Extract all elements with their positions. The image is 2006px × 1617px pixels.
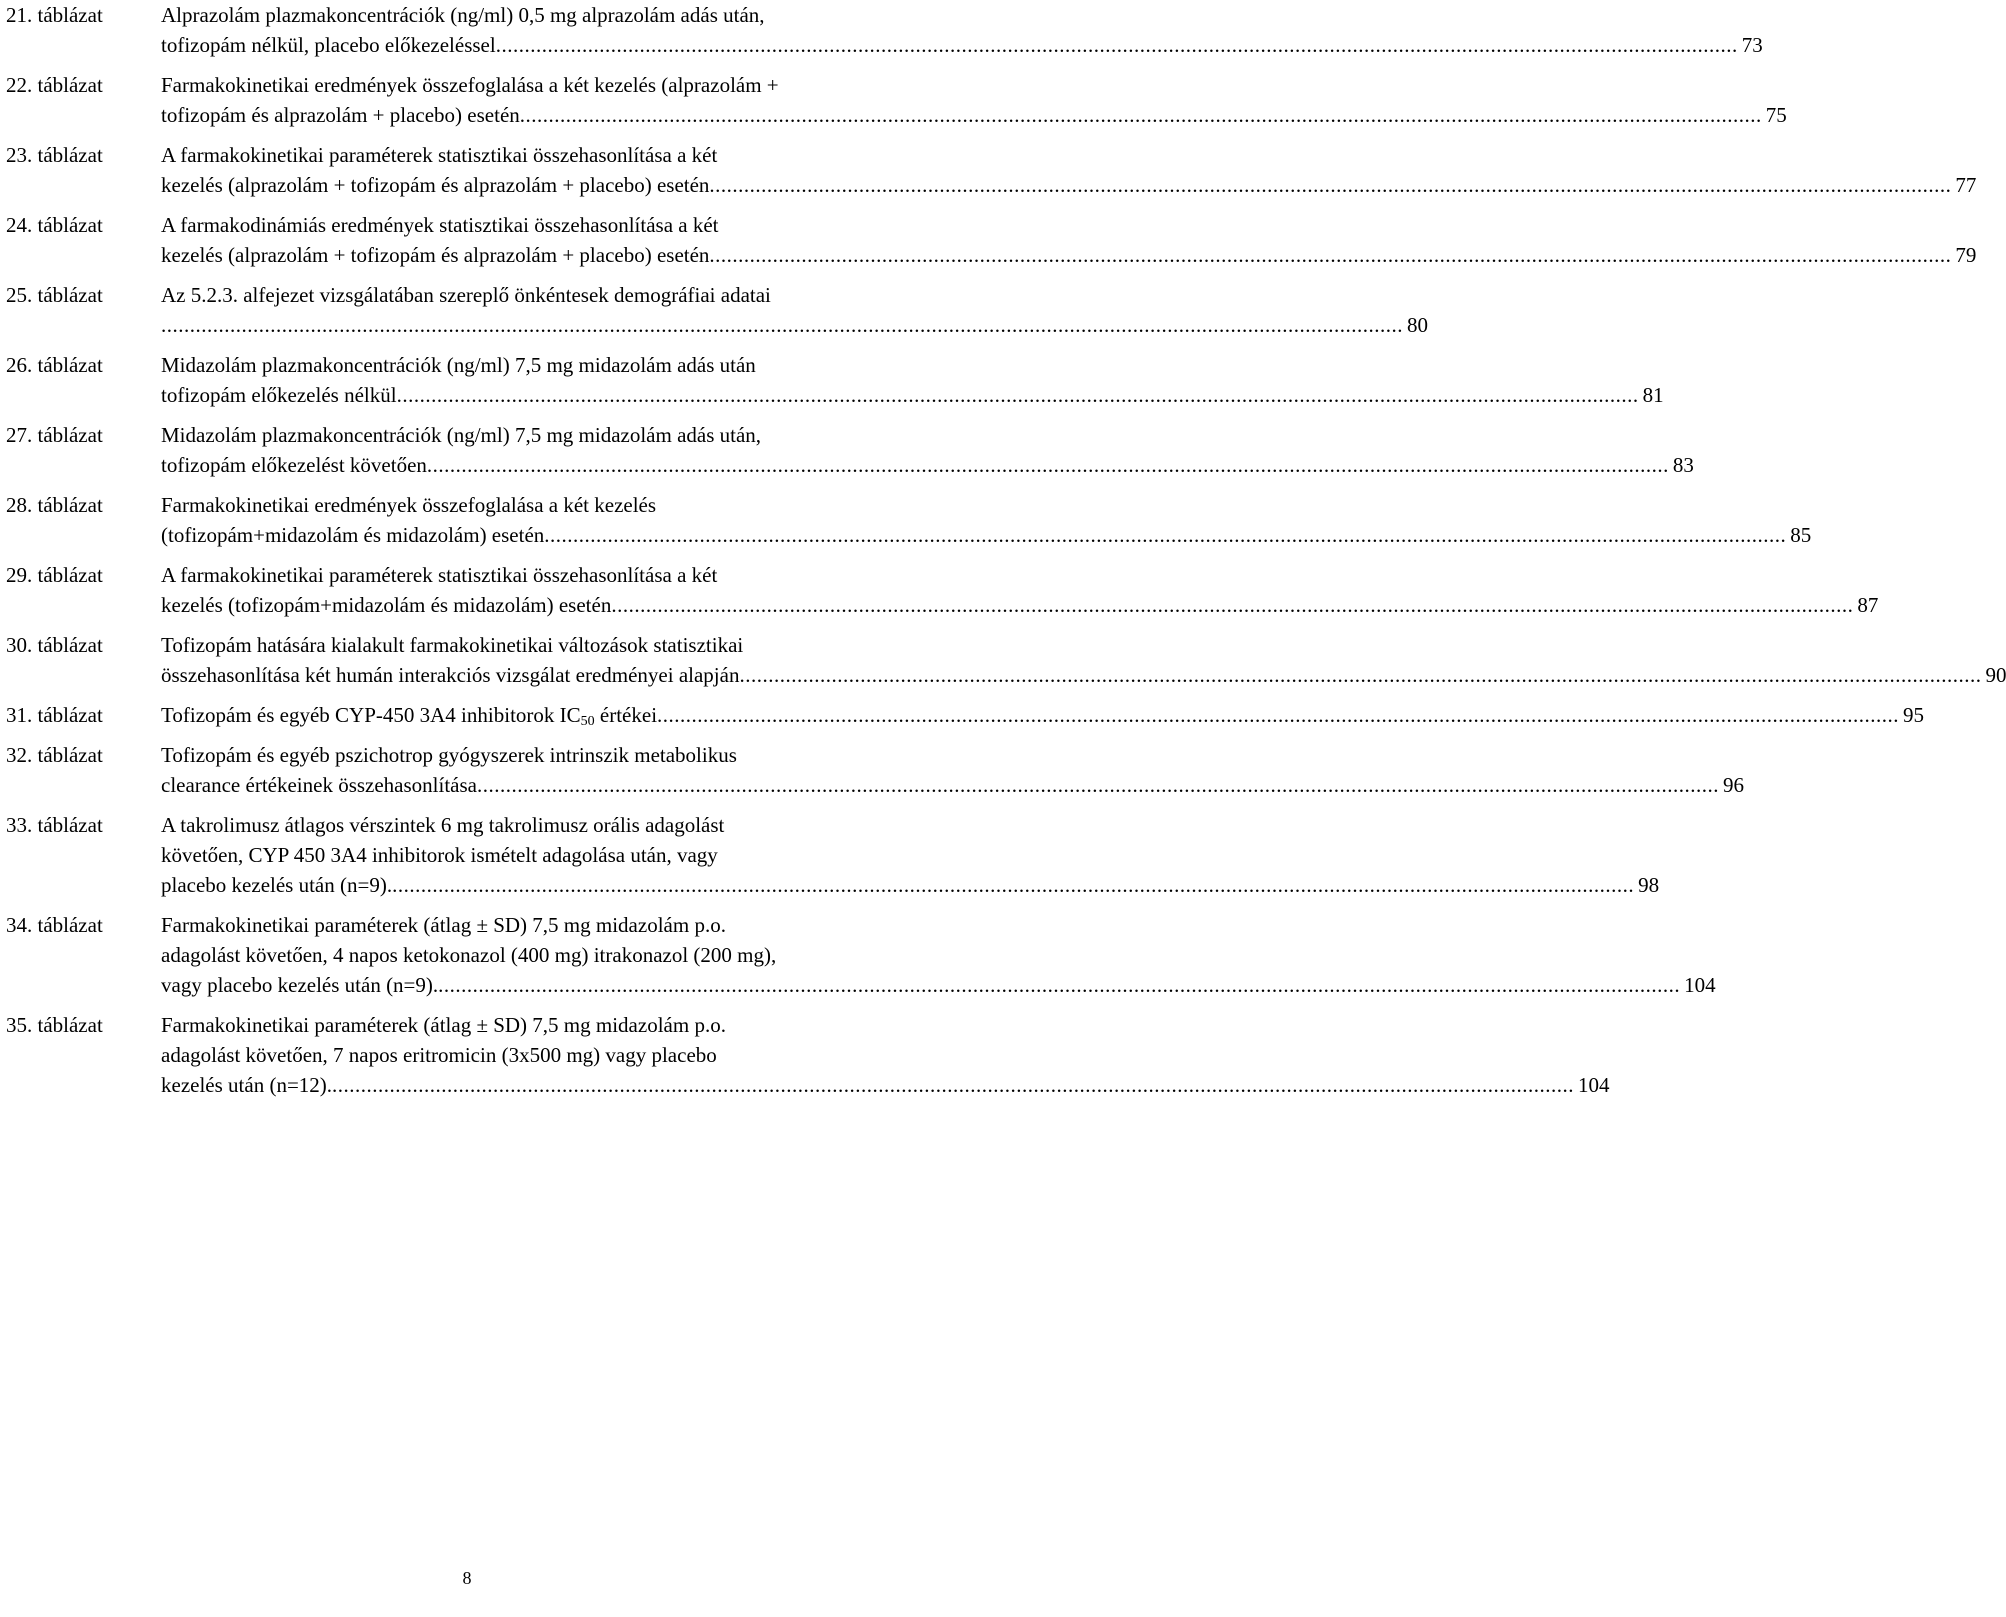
dot-leader	[496, 30, 1738, 60]
toc-entry[interactable]	[6, 490, 1812, 550]
entry-label: 35. táblázat	[6, 1013, 103, 1037]
dot-leader	[427, 450, 1669, 480]
dot-leader	[477, 770, 1719, 800]
entry-title	[161, 700, 1924, 730]
toc-entry[interactable]	[6, 740, 1744, 800]
leader-line	[161, 970, 1716, 1000]
leader-line	[161, 700, 1924, 730]
page-number: 8	[462, 1568, 472, 1588]
page-ref[interactable]: 90	[1985, 663, 2006, 687]
leader-line	[161, 660, 2006, 690]
entry-title	[161, 1010, 1610, 1100]
page-ref[interactable]: 85	[1790, 523, 1812, 547]
leader-line	[161, 240, 1976, 270]
title-line: A farmakokinetikai paraméterek statisztikai összehasonlítása a két	[161, 563, 718, 587]
entry-title	[161, 280, 1428, 340]
page-ref[interactable]: 104	[1684, 973, 1716, 997]
title-last-line	[161, 240, 709, 270]
title-line: Tofizopám hatására kialakult farmakokinetikai változások statisztikai	[161, 633, 744, 657]
title-last-text: Tofizopám és egyéb CYP-450 3A4 inhibitorok IC	[161, 703, 581, 727]
title-last-line	[161, 970, 438, 1000]
entry-title	[161, 740, 1744, 800]
dot-leader	[739, 660, 1981, 690]
leader-line	[161, 380, 1664, 410]
entry-title	[161, 490, 1811, 550]
title-line: Az 5.2.3. alfejezet vizsgálatában szereplő önkéntesek demográfiai adatai	[161, 283, 771, 307]
leader-line	[161, 520, 1811, 550]
title-line: Farmakokinetikai eredmények összefoglalása a két kezelés (alprazolám +	[161, 73, 779, 97]
page-ref[interactable]: 95	[1903, 703, 1925, 727]
dot-leader	[657, 700, 1899, 730]
title-line: adagolást követően, 7 napos eritromicin (3x500 mg) vagy placebo	[161, 1043, 717, 1067]
page-ref[interactable]: 75	[1765, 103, 1787, 127]
entry-label: 33. táblázat	[6, 813, 103, 837]
title-last-line	[161, 450, 427, 480]
entry-title	[161, 420, 1694, 480]
entry-label: 34. táblázat	[6, 913, 103, 937]
leader-line	[161, 1070, 1610, 1100]
toc-entry[interactable]	[6, 280, 1428, 340]
title-last-text: tofizopám nélkül, placebo előkezeléssel	[161, 33, 496, 57]
leader-line	[161, 590, 1878, 620]
table-list	[6, 0, 2006, 1110]
dot-leader	[520, 100, 1762, 130]
toc-entry[interactable]	[6, 70, 1787, 130]
title-last-text-after: értékei	[594, 703, 658, 727]
entry-title	[161, 210, 1976, 270]
page-ref[interactable]: 80	[1407, 313, 1428, 337]
title-line: A farmakokinetikai paraméterek statisztikai összehasonlítása a két	[161, 143, 718, 167]
page-ref[interactable]: 83	[1672, 453, 1694, 477]
title-last-line	[161, 660, 739, 690]
toc-entry[interactable]	[6, 140, 1977, 200]
title-last-text: placebo kezelés után (n=9).	[161, 873, 393, 897]
title-last-text: kezelés (alprazolám + tofizopám és alprazolám + placebo) esetén	[161, 173, 710, 197]
entry-label: 28. táblázat	[6, 493, 103, 517]
title-line: Tofizopám és egyéb pszichotrop gyógyszerek intrinszik metabolikus	[161, 743, 737, 767]
leader-line	[161, 870, 1659, 900]
dot-leader	[709, 170, 1951, 200]
title-last-line	[161, 700, 657, 730]
toc-entry[interactable]	[6, 700, 1925, 730]
leader-line	[161, 450, 1694, 480]
entry-label: 27. táblázat	[6, 423, 103, 447]
page-ref[interactable]: 77	[1955, 173, 1977, 197]
title-last-text: kezelés után (n=12).	[161, 1073, 333, 1097]
toc-entry[interactable]	[6, 420, 1694, 480]
page-ref[interactable]: 87	[1857, 593, 1879, 617]
entry-title	[161, 560, 1878, 620]
leader-line	[161, 30, 1763, 60]
title-line: követően, CYP 450 3A4 inhibitorok ismételt adagolása után, vagy	[161, 843, 718, 867]
title-line: Farmakokinetikai paraméterek (átlag ± SD) 7,5 mg midazolám p.o.	[161, 1013, 726, 1037]
dot-leader	[709, 240, 1951, 270]
title-line: Farmakokinetikai paraméterek (átlag ± SD) 7,5 mg midazolám p.o.	[161, 913, 726, 937]
toc-entry[interactable]	[6, 810, 1660, 900]
leader-line	[161, 100, 1787, 130]
entry-title	[161, 350, 1664, 410]
title-last-text: tofizopám és alprazolám + placebo) esetén	[161, 103, 520, 127]
page-ref[interactable]: 96	[1723, 773, 1744, 797]
title-last-line	[161, 1070, 332, 1100]
dot-leader	[332, 1070, 1574, 1100]
title-last-line	[161, 170, 709, 200]
title-last-text: kezelés (tofizopám+midazolám és midazolám) esetén	[161, 593, 612, 617]
toc-entry[interactable]	[6, 210, 1977, 270]
title-last-line	[161, 380, 397, 410]
title-line: Farmakokinetikai eredmények összefoglalása a két kezelés	[161, 493, 657, 517]
toc-entry[interactable]	[6, 630, 2006, 690]
entry-title	[161, 910, 1716, 1000]
page-ref[interactable]: 104	[1578, 1073, 1610, 1097]
leader-line	[161, 170, 1976, 200]
toc-entry[interactable]	[6, 560, 1879, 620]
toc-entry[interactable]	[6, 350, 1664, 410]
title-last-text: kezelés (alprazolám + tofizopám és alprazolám + placebo) esetén	[161, 243, 710, 267]
title-line: Alprazolám plazmakoncentrációk (ng/ml) 0,5 mg alprazolám adás után,	[161, 3, 765, 27]
dot-leader	[438, 970, 1680, 1000]
toc-entry[interactable]	[6, 0, 1763, 60]
title-last-line	[161, 870, 392, 900]
entry-label: 29. táblázat	[6, 563, 103, 587]
title-last-text: összehasonlítása két humán interakciós vizsgálat eredményei alapján	[161, 663, 740, 687]
entry-label: 21. táblázat	[6, 3, 103, 27]
title-last-text: (tofizopám+midazolám és midazolám) esetén	[161, 523, 545, 547]
toc-entry[interactable]	[6, 1010, 1610, 1100]
dot-leader	[544, 520, 1786, 550]
entry-label: 24. táblázat	[6, 213, 103, 237]
title-line: Midazolám plazmakoncentrációk (ng/ml) 7,5 mg midazolám adás után,	[161, 423, 762, 447]
page-ref[interactable]: 73	[1741, 33, 1763, 57]
title-last-text: tofizopám előkezelés nélkül	[161, 383, 397, 407]
title-last-line	[161, 520, 544, 550]
entry-title	[161, 630, 2006, 690]
title-last-text: clearance értékeinek összehasonlítása	[161, 773, 477, 797]
entry-label: 22. táblázat	[6, 73, 103, 97]
dot-leader	[392, 870, 1634, 900]
dot-leader	[397, 380, 1639, 410]
entry-label: 32. táblázat	[6, 743, 103, 767]
title-last-line	[161, 100, 520, 130]
entry-label: 30. táblázat	[6, 633, 103, 657]
page-ref[interactable]: 98	[1638, 873, 1660, 897]
entry-label: 25. táblázat	[6, 283, 103, 307]
leader-line	[161, 770, 1744, 800]
title-line: A takrolimusz átlagos vérszintek 6 mg takrolimusz orális adagolást	[161, 813, 725, 837]
title-last-line	[161, 590, 611, 620]
entry-title	[161, 70, 1787, 130]
dot-leader	[161, 310, 1403, 340]
leader-line	[161, 310, 1428, 340]
toc-entry[interactable]	[6, 910, 1716, 1000]
title-last-text: vagy placebo kezelés után (n=9).	[161, 973, 439, 997]
entry-title	[161, 0, 1763, 60]
title-last-line	[161, 770, 477, 800]
entry-title	[161, 810, 1659, 900]
title-line: adagolást követően, 4 napos ketokonazol (400 mg) itrakonazol (200 mg),	[161, 943, 777, 967]
page-ref[interactable]: 81	[1642, 383, 1664, 407]
entry-label: 23. táblázat	[6, 143, 103, 167]
page-ref[interactable]: 79	[1955, 243, 1977, 267]
title-last-line	[161, 30, 496, 60]
entry-title	[161, 140, 1976, 200]
entry-label: 31. táblázat	[6, 703, 103, 727]
title-last-text: tofizopám előkezelést követően	[161, 453, 427, 477]
title-line: Midazolám plazmakoncentrációk (ng/ml) 7,5 mg midazolám adás után	[161, 353, 756, 377]
dot-leader	[611, 590, 1853, 620]
title-line: A farmakodinámiás eredmények statisztikai összehasonlítása a két	[161, 213, 719, 237]
entry-label: 26. táblázat	[6, 353, 103, 377]
subscript: 50	[580, 714, 595, 729]
